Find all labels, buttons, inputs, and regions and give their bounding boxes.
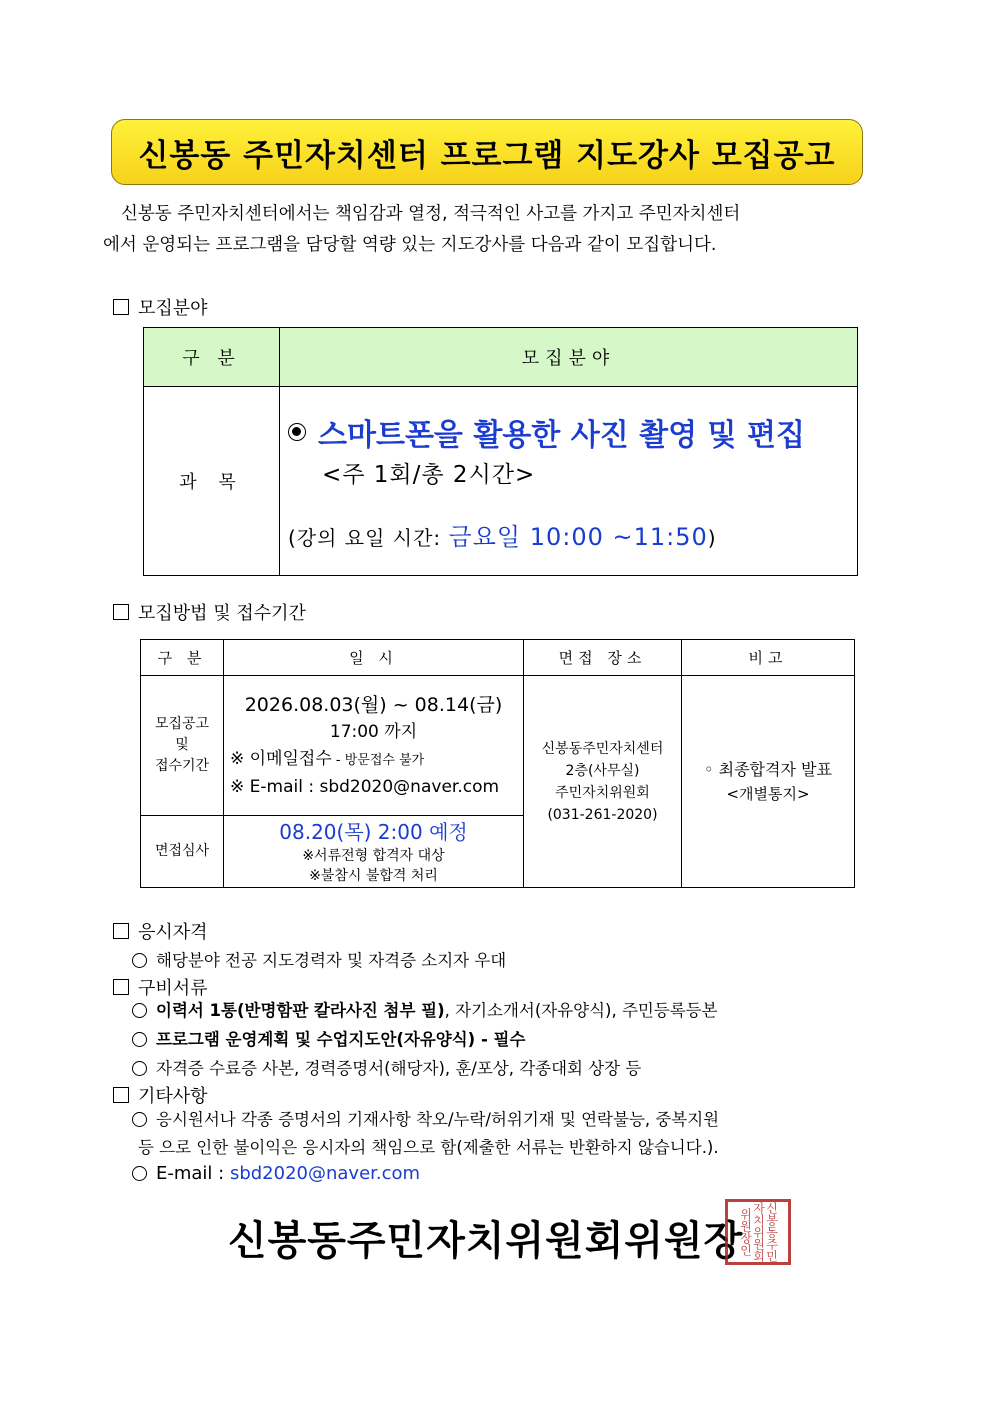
- application-period-cell: [224, 676, 524, 816]
- checkbox-square-icon: [113, 923, 129, 939]
- checkbox-square-icon: [113, 299, 129, 315]
- table-header-category: 구 분: [141, 640, 224, 676]
- list-item-text: 해당분야 전공 지도경력자 및 자격증 소지자 우대: [156, 951, 507, 970]
- interview-place-cell: [524, 676, 682, 888]
- list-item: [132, 1106, 719, 1130]
- circle-bullet-icon: [132, 953, 147, 968]
- checkbox-square-icon: [113, 1087, 129, 1103]
- interview-cell: [224, 816, 524, 888]
- email-note-sub: - 방문접수 불가: [331, 752, 425, 768]
- email-line: [224, 774, 523, 800]
- list-item: [132, 997, 718, 1021]
- recruit-field-table: [143, 327, 858, 576]
- interview-note-2: ※불참시 불합격 처리: [309, 867, 438, 884]
- lecture-time-prefix: (강의 요일 시간:: [288, 526, 449, 550]
- lecture-time: [288, 517, 857, 552]
- radio-bullet-icon: [288, 423, 306, 441]
- list-item: [132, 947, 506, 971]
- email-label: E-mail :: [156, 1163, 230, 1184]
- list-item-text-bold: 이력서 1통(반명함판 칼라사진 첨부 필): [156, 1001, 445, 1020]
- place-line: 신봉동주민자치센터: [541, 740, 664, 757]
- email-note-main: ※ 이메일접수: [230, 748, 332, 769]
- lecture-time-suffix: ): [707, 526, 717, 550]
- section-heading: 응시자격: [138, 922, 208, 943]
- list-item: [132, 1026, 525, 1050]
- circle-bullet-icon: [132, 1032, 147, 1047]
- checkbox-square-icon: [113, 979, 129, 995]
- subject-frequency: <주 1회/총 2시간>: [322, 462, 536, 488]
- table-header-category: 구 분: [144, 328, 280, 387]
- table-header-place: 면접 장소: [524, 640, 682, 676]
- place-line: 2층(사무실): [565, 762, 640, 779]
- section-heading: 모집방법 및 접수기간: [138, 603, 306, 624]
- email-label: ※ E-mail :: [230, 776, 320, 797]
- email-link[interactable]: sbd2020@naver.com: [319, 776, 500, 797]
- interview-note-1: ※서류전형 합격자 대상: [302, 847, 445, 864]
- row-label-line: 및: [175, 737, 189, 753]
- intro-paragraph: [103, 199, 869, 261]
- section-other: [113, 1082, 208, 1108]
- table-header-remark: 비고: [682, 640, 855, 676]
- table-header-field: 모집분야: [280, 328, 858, 387]
- place-phone: (031-261-2020): [547, 806, 658, 823]
- circle-bullet-icon: [132, 1061, 147, 1076]
- recruit-method-table: [140, 639, 855, 888]
- subject-title: [288, 410, 857, 454]
- checkbox-square-icon: [113, 604, 129, 620]
- section-qualification: [113, 918, 208, 944]
- section-heading: 기타사항: [138, 1086, 208, 1107]
- subject-cell: [280, 387, 858, 576]
- row-label-line: 모집공고: [154, 716, 210, 732]
- interview-date: 08.20(목) 2:00 예정: [279, 819, 468, 844]
- page-title: 신봉동 주민자치센터 프로그램 지도강사 모집공고: [111, 119, 863, 185]
- list-item: [132, 1055, 641, 1079]
- list-item-continuation: 등 으로 인한 불이익은 응시자의 책임으로 함(제출한 서류는 반환하지 않습니다.).: [138, 1138, 719, 1157]
- row-label-interview: 면접심사: [141, 816, 224, 888]
- intro-line-1: 신봉동 주민자치센터에서는 책임감과 열정, 적극적인 사고를 가지고 주민자치센터: [121, 204, 741, 224]
- row-label-line: 접수기간: [154, 758, 210, 774]
- row-label-application: [141, 676, 224, 816]
- section-heading: 모집분야: [138, 298, 208, 319]
- application-period: 2026.08.03(월) ~ 08.14(금): [244, 693, 503, 716]
- remark-cell: [682, 676, 855, 888]
- email-link[interactable]: sbd2020@naver.com: [229, 1163, 421, 1184]
- section-recruit-method: [113, 599, 306, 625]
- subject-name: 스마트폰을 활용한 사진 촬영 및 편집: [318, 418, 805, 453]
- list-item: [132, 1163, 420, 1184]
- signature: 신봉동주민자치위원회위원장: [228, 1218, 744, 1264]
- email-application-note: [224, 746, 523, 774]
- circle-bullet-icon: [132, 1003, 147, 1018]
- list-item-text: 프로그램 운영계획 및 수업지도안(자유양식) - 필수: [156, 1030, 526, 1049]
- circle-bullet-icon: [132, 1112, 147, 1127]
- lecture-time-value: 금요일 10:00 ~11:50: [448, 523, 708, 551]
- table-header-datetime: 일 시: [224, 640, 524, 676]
- intro-line-2: 에서 운영되는 프로그램을 담당할 역량 있는 지도강사를 다음과 같이 모집합니다.: [103, 235, 717, 255]
- place-line: 주민자치위원회: [555, 784, 650, 801]
- list-item-text: , 자기소개서(자유양식), 주민등록등본: [444, 1001, 718, 1020]
- official-seal-icon: [725, 1199, 791, 1265]
- seal-text: 신봉동주민자치위원회위원장인: [738, 1202, 779, 1262]
- remark-main: ◦ 최종합격자 발표: [704, 759, 832, 779]
- section-heading: 구비서류: [138, 978, 208, 999]
- list-item-text: 자격증 수료증 사본, 경력증명서(해당자), 훈/포상, 각종대회 상장 등: [156, 1059, 642, 1078]
- application-period-end: 17:00 까지: [329, 721, 418, 742]
- remark-sub: <개별통지>: [726, 784, 810, 803]
- circle-bullet-icon: [132, 1166, 147, 1181]
- section-recruit-field: [113, 294, 208, 320]
- list-item-text: 응시원서나 각종 증명서의 기재사항 착오/누락/허위기재 및 연락불능, 중복지원: [156, 1110, 720, 1129]
- row-label-subject: 과 목: [144, 387, 280, 576]
